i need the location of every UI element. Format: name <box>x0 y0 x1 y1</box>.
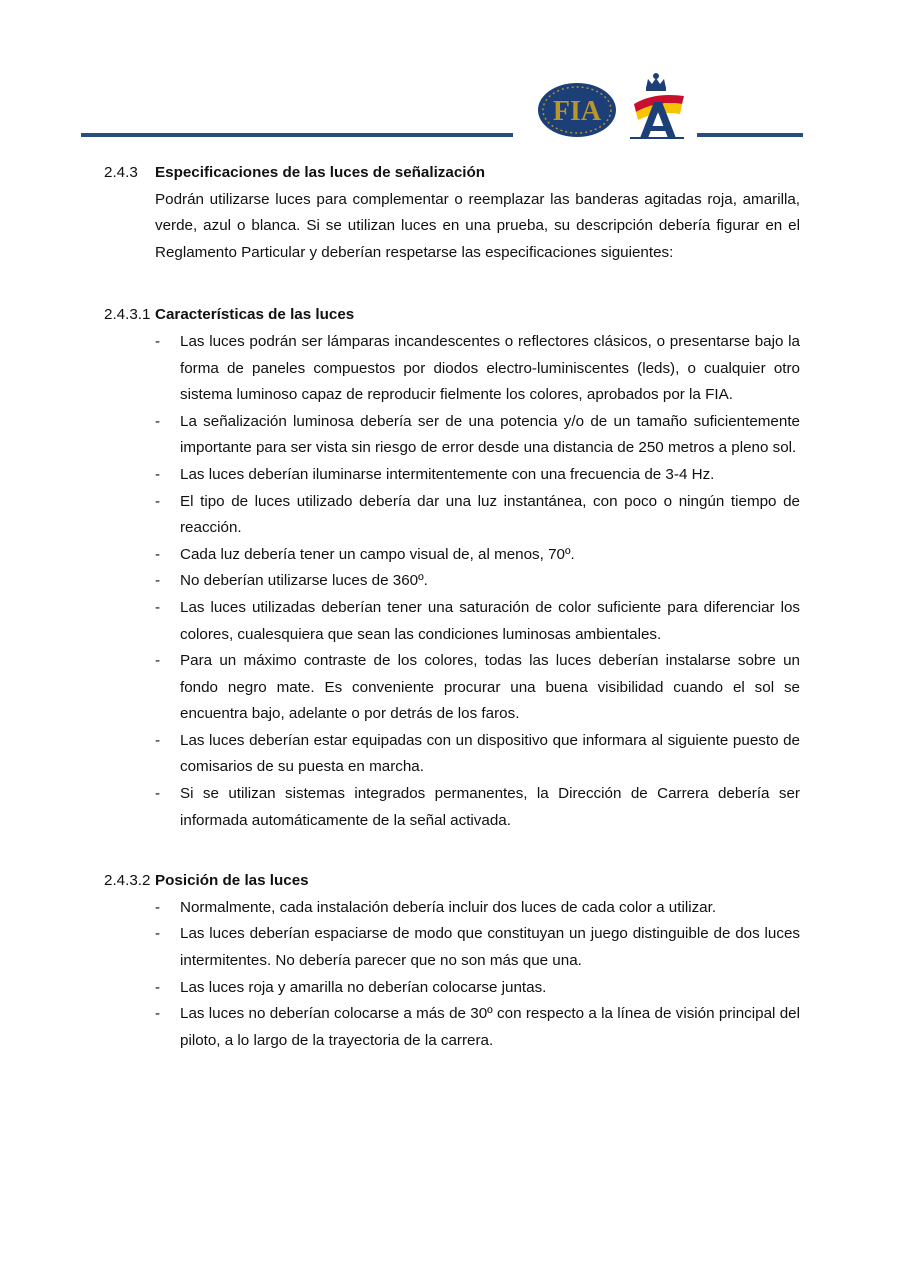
list-item-text: Si se utilizan sistemas integrados permanentes, la Dirección de Carrera debería ser informada automáticamente de la señal activada. <box>180 785 800 829</box>
list-item <box>104 921 800 974</box>
bullet-marker: - <box>155 598 161 616</box>
list-item-text: Las luces deberían espaciarse de modo que constituyan un juego distinguible de dos luces intermitentes. No debería parecer que no son más que una. <box>180 925 800 970</box>
bullet-marker: - <box>155 412 161 430</box>
bullet-marker: - <box>155 652 161 670</box>
fia-logo-text: FIA <box>552 96 602 127</box>
bullet-list <box>104 895 800 1055</box>
section-number: 2.4.3 <box>104 164 138 181</box>
bullet-marker: - <box>155 332 161 350</box>
list-item-text: Las luces podrán ser lámparas incandescentes o reflectores clásicos, o presentarse bajo la forma de paneles compuestos por diodos electro-luminiscentes (leds), o cualquier otro sistema luminoso capaz de reproducir fielmente los colores, aprobados por la FIA. <box>180 332 800 404</box>
section-heading <box>104 868 800 895</box>
section-title: Posición de las luces <box>155 872 309 890</box>
list-item <box>104 1001 800 1054</box>
section-title: Especificaciones de las luces de señalización <box>155 164 486 181</box>
bullet-marker: - <box>155 545 161 563</box>
list-item-text: Las luces deberían iluminarse intermitentemente con una frecuencia de 3-4 Hz. <box>180 465 715 483</box>
header-rule-left <box>81 133 513 137</box>
list-item-text: Cada luz debería tener un campo visual de, al menos, 70º. <box>180 545 575 563</box>
bullet-marker: - <box>155 572 161 590</box>
bullet-marker: - <box>155 978 161 996</box>
list-item <box>104 409 800 462</box>
list-item-text: Para un máximo contraste de los colores, todas las luces deberían instalarse sobre un fondo negro mate. Es conveniente procurar una buena visibilidad cuando el sol se encuentra bajo, adelante o por detrás de los faros. <box>180 652 800 723</box>
document-body <box>104 160 800 1054</box>
section-title: Características de las luces <box>155 306 355 324</box>
section-heading <box>104 302 800 329</box>
section-paragraph: Podrán utilizarse luces para complementar o reemplazar las banderas agitadas roja, amarilla, verde, azul o blanca. Si se utilizan luces en una prueba, su descripción debería figurar en el Reglamento Particular y deberían respetarse las especificaciones siguientes: <box>155 190 800 261</box>
bullet-marker: - <box>155 492 161 510</box>
fia-logo <box>536 81 618 139</box>
list-item-text: Las luces no deberían colocarse a más de 30º con respecto a la línea de visión principal del piloto, a lo largo de la trayectoria de la carrera. <box>180 1005 800 1049</box>
list-item <box>104 728 800 781</box>
bullet-marker: - <box>155 785 161 803</box>
list-item <box>104 595 800 648</box>
header-rule-right <box>697 133 803 137</box>
list-item-text: La señalización luminosa debería ser de una potencia y/o de un tamaño suficientemente importante para ser vista sin riesgo de error desde una distancia de 250 metros a pleno sol. <box>180 412 800 457</box>
list-item <box>104 462 800 489</box>
section-number: 2.4.3.1 <box>104 306 151 324</box>
list-item <box>104 568 800 595</box>
list-item-text: Normalmente, cada instalación debería incluir dos luces de cada color a utilizar. <box>180 898 717 916</box>
list-item <box>104 781 800 834</box>
list-item <box>104 489 800 542</box>
list-item <box>104 329 800 409</box>
section-number: 2.4.3.2 <box>104 872 151 890</box>
list-item <box>104 975 800 1002</box>
bullet-marker: - <box>155 1005 161 1023</box>
list-item <box>104 895 800 922</box>
list-item <box>104 542 800 569</box>
bullet-marker: - <box>155 925 161 943</box>
bullet-marker: - <box>155 465 161 483</box>
list-item-text: No deberían utilizarse luces de 360º. <box>180 572 428 590</box>
list-item-text: Las luces deberían estar equipadas con un dispositivo que informara al siguiente puesto de comisarios de su puesta en marcha. <box>180 731 800 776</box>
bullet-marker: - <box>155 731 161 749</box>
list-item-text: Las luces roja y amarilla no deberían colocarse juntas. <box>180 978 547 996</box>
bullet-marker: - <box>155 898 161 916</box>
list-item <box>104 648 800 728</box>
list-item-text: Las luces utilizadas deberían tener una saturación de color suficiente para diferenciar los colores, cualesquiera que sean las condiciones luminosas ambientales. <box>180 598 800 643</box>
section-heading <box>104 160 800 187</box>
bullet-list <box>104 329 800 834</box>
rfea-logo <box>624 70 690 140</box>
list-item-text: El tipo de luces utilizado debería dar una luz instantánea, con poco o ningún tiempo de reacción. <box>180 492 800 537</box>
